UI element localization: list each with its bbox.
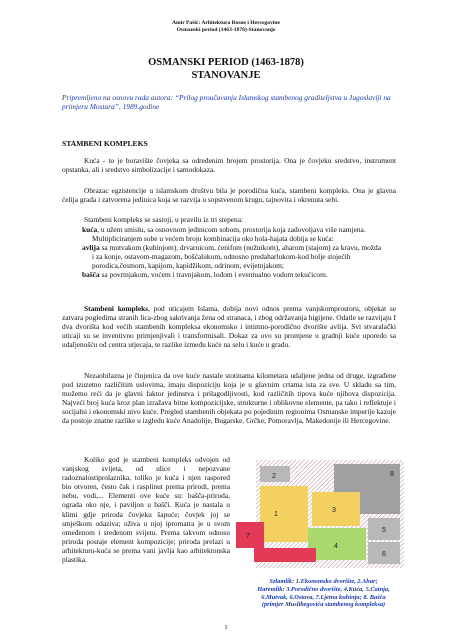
paragraph-koliko-god: Koliko god je stambeni kompleks odvojen od vanjskog svijeta, od ulice i nepozvane radoznalostiprolaznika, toliko je kuća i njen raspored bio otvoren, često čak i rasplinut prema prirodi, prema nebu, vodi,... Elementi ove kuće su: bašča-priroda, ograda oko nje, i paviljon u bašči. Kuća je nastala u klimi gdje priroda čovjeku šapuće; čovjek joj se smješkom odaziva; uživa u njoj ipromatra je u svom omeđenom i sređenom svijetu. Prema takvom odnosu priroda postaje element kompozicije; priroda prelazi u arhitekturu-kuća se prema vani javlja kao arhitektonska plastika. <box>62 455 230 565</box>
running-header-author: Amir Pašić: Arhitektura Bosne i Hercegovine <box>171 20 281 26</box>
list-item <box>82 270 382 279</box>
page-title: OSMANSKI PERIOD (1463-1878) <box>148 57 304 68</box>
bold-term: Stambeni kompleks <box>84 304 149 313</box>
list-text: sa povrtnjakom, voćem i travnjakom, lođom i eventualno vodom tekućicom. <box>99 270 328 280</box>
figure-caption: Szlamlik: 1.Ekonomsko dvorište, 2.Ahar; Haremlik: 3.Porodično dvorište, 4.Kuća, 5.Ćatnja, 6.Mutvak, 6.Ostava, 7.Ljetna kuhinja; 8. Bašča (primjer Muslibegovića stambenog kompleksa) <box>257 578 390 609</box>
plan-zone-economic-court <box>260 486 308 542</box>
plan-label: 1 <box>274 511 278 518</box>
plan-label: 8 <box>390 471 394 478</box>
paragraph-nezaobilazna: Nezaobilazna je činjenica da ove kuće nastale stotinama kilometara udaljene jedna od druge, izgrađene pod izuzetno različitim uslovima, imaju dispoziciju koja je u glavnim crtama ista za sve. U skladu sa tim, možemo reći da je glavni faktor jedinstva i prilagodljivosti, kod različitih tipova kuće njihova dispozicija. Najveći broj kuća kroz plan izražava bitne kompozicijske, strukturne i oblikovne elemente, pa tako i reflektuje i socijalni i ekonomski nivo kuće. Pregled stambenih objekata po pojedinim regionima Osmanske imperije kazuje da postoje znatne razlike u izgledu kuće Anadolije, Bugarske, Grčke, Pomoravlja, Makedonije ili Hercegovine. <box>62 371 396 426</box>
paragraph-kuca: Kuća - to je boravište čovjeka sa određenim brojem prostorija. Ona je čovjeku sredstvo, instrument opstanka, ali i sredstvo simbolizacije i samodokaza. <box>62 156 396 175</box>
list-term: kuća <box>82 225 98 234</box>
page-subtitle: STANOVANJE <box>191 70 261 81</box>
list-text: sa mutvakom (kuhinjom), drvarnicom, ćenifom (nužnikom), aharom (stajom) za kravu, možda i za konje, ostavom-magazom, bošćalukom, odnosno predaharlukom-kod bolje stojećih porodica,česmom, kapijom, kapidžikom, odrinom, evijetnjakom; <box>92 243 382 271</box>
plan-wall-strip <box>254 548 316 562</box>
plan-label: 2 <box>272 473 276 480</box>
plan-label: 6 <box>382 551 386 558</box>
section-heading: STAMBENI KOMPLEKS <box>62 139 148 148</box>
list-term: avlija <box>82 243 100 253</box>
paragraph-stepeni: Stambeni kompleks se sastoji, u pravilu iz tri stepena: <box>84 215 244 224</box>
plan-zone-family-court <box>312 492 360 526</box>
levels-list <box>82 225 382 280</box>
plan-label: 5 <box>382 527 386 534</box>
paragraph-stambeni-kompleks: Stambeni kompleks, pod uticajem Islama, dobija novi odnos prema vanjskomprostoru, objekat se zatvara pogledima stranih lica-zbog sakrivanja žena od stranaca, i zbog održavanja higijene. Odatle se razvijaju I dva dvorišta kod većih stambenih kompleksa ekonomsko i intimno-porodično dvorište avlija. Svi stvaralački uticaji su se inventivno primjenjivali i transformisali. Dokaz za ovo su promjene u gradnji kuće uporedo sa udaljenošću od centra utjecaja, te razlike između kuće na selu i kuće u gradu. <box>62 304 396 350</box>
list-item <box>82 243 382 270</box>
page-number: 1 <box>224 624 228 631</box>
plan-label: 3 <box>332 507 336 514</box>
plan-label: 7 <box>246 533 250 540</box>
list-item <box>82 225 382 243</box>
running-header-section: Osmanski period (1463-1878)-Stanovanje <box>176 27 276 33</box>
house-plan-figure <box>236 456 408 574</box>
paragraph-obrazac: Obrazac egzistencije u islamskom društvu bila je porodična kuća, stambeni kompleks. Ona je glavna ćelija grada i zatvorena jedinica koja se razvija u sopstvenom krugu, tajnovita i okrenuta sebi. <box>62 186 396 205</box>
plan-entrance-wall <box>236 522 264 548</box>
intro-note: Pripremljeno na osnovu rada autora: “Prilog proučavanju Islamskog stambenog graditeljstva u Jugoslaviji na primjeru Mostara”, 1989.godine <box>62 93 391 112</box>
list-term: bašča <box>82 270 100 280</box>
plan-label: 4 <box>334 543 338 550</box>
list-text: , u užem smislu, sa osnovnom jedinicom sobom, prostorija koja zadovoljava više namjena. Multipliciranjem sobe u većem broju kombinacija oko hola-hajata dobija se kuća: <box>92 225 366 244</box>
